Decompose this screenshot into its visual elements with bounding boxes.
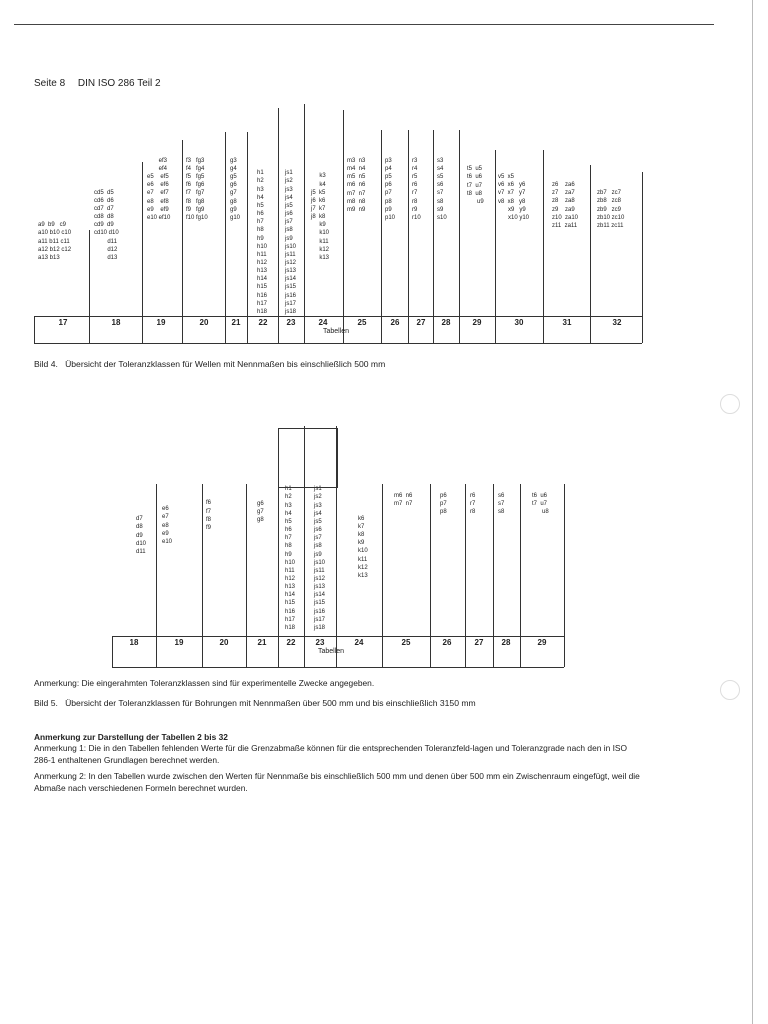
fig4-table-number: 23 — [286, 318, 296, 327]
fig4-column-divider — [408, 130, 409, 343]
fig4-table-number: 28 — [441, 318, 451, 327]
fig4-column-divider — [433, 130, 434, 343]
figure-5-caption — [34, 698, 476, 708]
fig5-table-number: 24 — [354, 638, 364, 647]
fig4-axis-label: Tabellen — [323, 328, 350, 335]
fig4-tolerance-classes: ef3 ef4 e5 ef5 e6 ef6 e7 ef7 e8 ef8 e9 ef9 e10 ef10 — [147, 157, 171, 221]
fig5-table-number: 25 — [401, 638, 411, 647]
fig4-column-divider — [89, 230, 90, 343]
fig4-table-number: 25 — [357, 318, 367, 327]
fig4-tolerance-classes: m3 n3 m4 n4 m5 n5 m6 n6 m7 n7 m8 n8 m9 n9 — [347, 157, 366, 213]
fig4-tolerance-classes: zb7 zc7 zb8 zc8 zb9 zc9 zb10 zc10 zb11 zc11 — [597, 190, 625, 229]
fig4-column-divider — [590, 165, 591, 343]
fig5-tolerance-classes: k6 k7 k8 k9 k10 k11 k12 k13 — [358, 515, 368, 579]
fig4-tolerance-classes: r3 r4 r5 r6 r7 r8 r9 r10 — [412, 157, 421, 221]
fig4-column-divider — [381, 130, 382, 343]
figure-5-caption-text: Übersicht der Toleranzklassen für Bohrungen mit Nennmaßen über 500 mm und bis einschließlich 3150 mm — [65, 698, 476, 708]
fig4-column-divider — [225, 132, 226, 343]
fig4-tolerance-classes: a9 b9 c9 a10 b10 c10 a11 b11 c11 a12 b12 c12 a13 b13 — [38, 222, 72, 261]
fig4-tolerance-classes: js1 js2 js3 js4 js5 js6 js7 js8 js9 js10 js11 js12 js13 js14 js15 js16 js17 js18 — [285, 170, 297, 315]
top-rule — [14, 24, 714, 25]
fig4-table-number: 27 — [416, 318, 426, 327]
fig5-table-number: 19 — [174, 638, 184, 647]
fig4-tolerance-classes: cd5 d5 cd6 d6 cd7 d7 cd8 d8 cd9 d9 cd10 d10 d11 d12 d13 — [94, 189, 119, 261]
note-1-text: Die in den Tabellen fehlenden Werte für die Grenzabmaße können für die entsprechenden Toleranzfeld-lagen und Toleranzgrade nach den in ISO 286-1 enthaltenen Grundlagen berechnet werden. — [34, 743, 627, 765]
fig4-table-number: 31 — [562, 318, 572, 327]
fig4-table-number: 19 — [156, 318, 166, 327]
fig5-column-divider — [520, 484, 521, 667]
fig4-tolerance-classes: k3 k4 j5 k5 j6 k6 j7 k7 j8 k8 k9 k10 k11 k12 k13 — [311, 173, 330, 261]
fig4-table-number: 21 — [231, 318, 241, 327]
fig4-table-number: 32 — [612, 318, 622, 327]
fig4-column-divider — [459, 130, 460, 343]
fig5-experimental-frame — [278, 428, 338, 488]
fig5-table-number: 20 — [219, 638, 229, 647]
fig4-column-divider — [142, 162, 143, 343]
figure-5-number: Bild 5. — [34, 698, 58, 708]
fig5-tolerance-classes: p6 p7 p8 — [440, 492, 447, 515]
fig5-tolerance-classes: m6 n6 m7 n7 — [394, 492, 413, 507]
fig5-frame-left — [112, 636, 113, 667]
fig4-baseline — [34, 316, 642, 317]
fig4-column-divider — [182, 140, 183, 343]
fig5-table-number: 28 — [501, 638, 511, 647]
fig4-column-divider — [543, 150, 544, 343]
document-title: DIN ISO 286 Teil 2 — [77, 78, 161, 89]
fig4-frame-right — [642, 172, 643, 343]
fig4-bottom-line — [34, 343, 642, 344]
fig5-table-number: 21 — [257, 638, 267, 647]
fig5-table-number: 26 — [442, 638, 452, 647]
figure-5-note: Anmerkung: Die eingerahmten Toleranzklassen sind für experimentelle Zwecke angegeben. — [34, 678, 375, 688]
fig4-column-divider — [278, 108, 279, 343]
fig5-tolerance-classes: s6 s7 s8 — [498, 492, 505, 515]
fig4-tolerance-classes: f3 fg3 f4 fg4 f5 fg5 f6 fg6 f7 fg7 f8 fg8 f9 fg9 f10 fg10 — [186, 157, 208, 221]
fig4-tolerance-classes: t5 u5 t6 u6 t7 u7 t8 u8 u9 — [467, 166, 484, 205]
note-2 — [34, 771, 646, 794]
fig5-column-divider — [156, 484, 157, 667]
fig5-tolerance-classes: h1 h2 h3 h4 h5 h6 h7 h8 h9 h10 h11 h12 h13 h14 h15 h16 h17 h18 — [285, 486, 296, 631]
fig5-table-number: 29 — [537, 638, 547, 647]
fig4-column-divider — [304, 104, 305, 343]
fig5-tolerance-classes: js1 js2 js3 js4 js5 js6 js7 js8 js9 js10 js11 js12 js13 js14 js15 js16 js17 js18 — [314, 486, 326, 631]
fig5-table-number: 22 — [286, 638, 296, 647]
page-number: Seite 8 — [34, 78, 66, 89]
fig4-column-divider — [495, 150, 496, 343]
fig5-bottom-line — [112, 667, 564, 668]
fig5-tolerance-classes: f6 f7 f8 f9 — [206, 500, 212, 531]
note-1-label: Anmerkung 1: — [34, 743, 87, 753]
fig5-column-divider — [382, 484, 383, 667]
fig5-axis-label: Tabellen — [318, 648, 345, 655]
notes-heading: Anmerkung zur Darstellung der Tabellen 2 bis 32 — [34, 732, 228, 742]
note-2-text: In den Tabellen wurde zwischen den Werten für Nennmaße bis einschließlich 500 mm und denen über 500 mm ein Zwischenraum eingefügt, weil die Abmaße nach verschiedenen Formeln berechnet wurden. — [34, 771, 640, 793]
fig5-tolerance-classes: e6 e7 e8 e9 e10 — [162, 506, 173, 545]
punch-hole-mark — [720, 394, 740, 414]
fig4-tolerance-classes: z6 za6 z7 za7 z8 za8 z9 za9 z10 za10 z11 za11 — [552, 182, 579, 229]
fig5-tolerance-classes: r6 r7 r8 — [470, 492, 476, 515]
note-1 — [34, 743, 646, 766]
fig4-table-number: 18 — [111, 318, 121, 327]
figure-4-number: Bild 4. — [34, 359, 58, 369]
fig5-column-divider — [246, 484, 247, 667]
fig4-tolerance-classes: g3 g4 g5 g6 g7 g8 g9 g10 — [230, 157, 241, 221]
fig4-frame-left — [34, 316, 35, 343]
fig4-tolerance-classes: h1 h2 h3 h4 h5 h6 h7 h8 h9 h10 h11 h12 h13 h14 h15 h16 h17 h18 — [257, 170, 268, 315]
fig4-column-divider — [247, 132, 248, 343]
fig4-tolerance-classes: p3 p4 p5 p6 p7 p8 p9 p10 — [385, 157, 396, 221]
note-2-label: Anmerkung 2: — [34, 771, 87, 781]
fig5-column-divider — [465, 484, 466, 667]
fig4-table-number: 22 — [258, 318, 268, 327]
fig4-table-number: 26 — [390, 318, 400, 327]
fig5-tolerance-classes: t6 u6 t7 u7 u8 — [532, 492, 549, 515]
fig5-tolerance-classes: d7 d8 d9 d10 d11 — [136, 516, 147, 555]
page-header — [34, 78, 171, 89]
fig5-table-number: 23 — [315, 638, 325, 647]
figure-4-caption-text: Übersicht der Toleranzklassen für Wellen mit Nennmaßen bis einschließlich 500 mm — [65, 359, 386, 369]
fig4-table-number: 24 — [318, 318, 328, 327]
fig5-table-number: 27 — [474, 638, 484, 647]
page-edge-line — [752, 0, 753, 1024]
fig5-frame-right — [564, 484, 565, 667]
fig4-tolerance-classes: v5 x5 v6 x6 y6 v7 x7 y7 v8 x8 y8 x9 y9 x10 y10 — [498, 174, 530, 221]
figure-4-caption — [34, 359, 385, 369]
fig4-tolerance-classes: s3 s4 s5 s6 s7 s8 s9 s10 — [437, 157, 447, 221]
fig5-column-divider — [430, 484, 431, 667]
punch-hole-mark — [720, 680, 740, 700]
fig4-table-number: 30 — [514, 318, 524, 327]
fig4-table-number: 17 — [58, 318, 68, 327]
fig5-column-divider — [202, 484, 203, 667]
fig4-table-number: 20 — [199, 318, 209, 327]
fig4-column-divider — [343, 110, 344, 343]
fig5-table-number: 18 — [129, 638, 139, 647]
fig4-table-number: 29 — [472, 318, 482, 327]
fig5-tolerance-classes: g6 g7 g8 — [257, 500, 264, 523]
fig5-baseline — [112, 636, 564, 637]
